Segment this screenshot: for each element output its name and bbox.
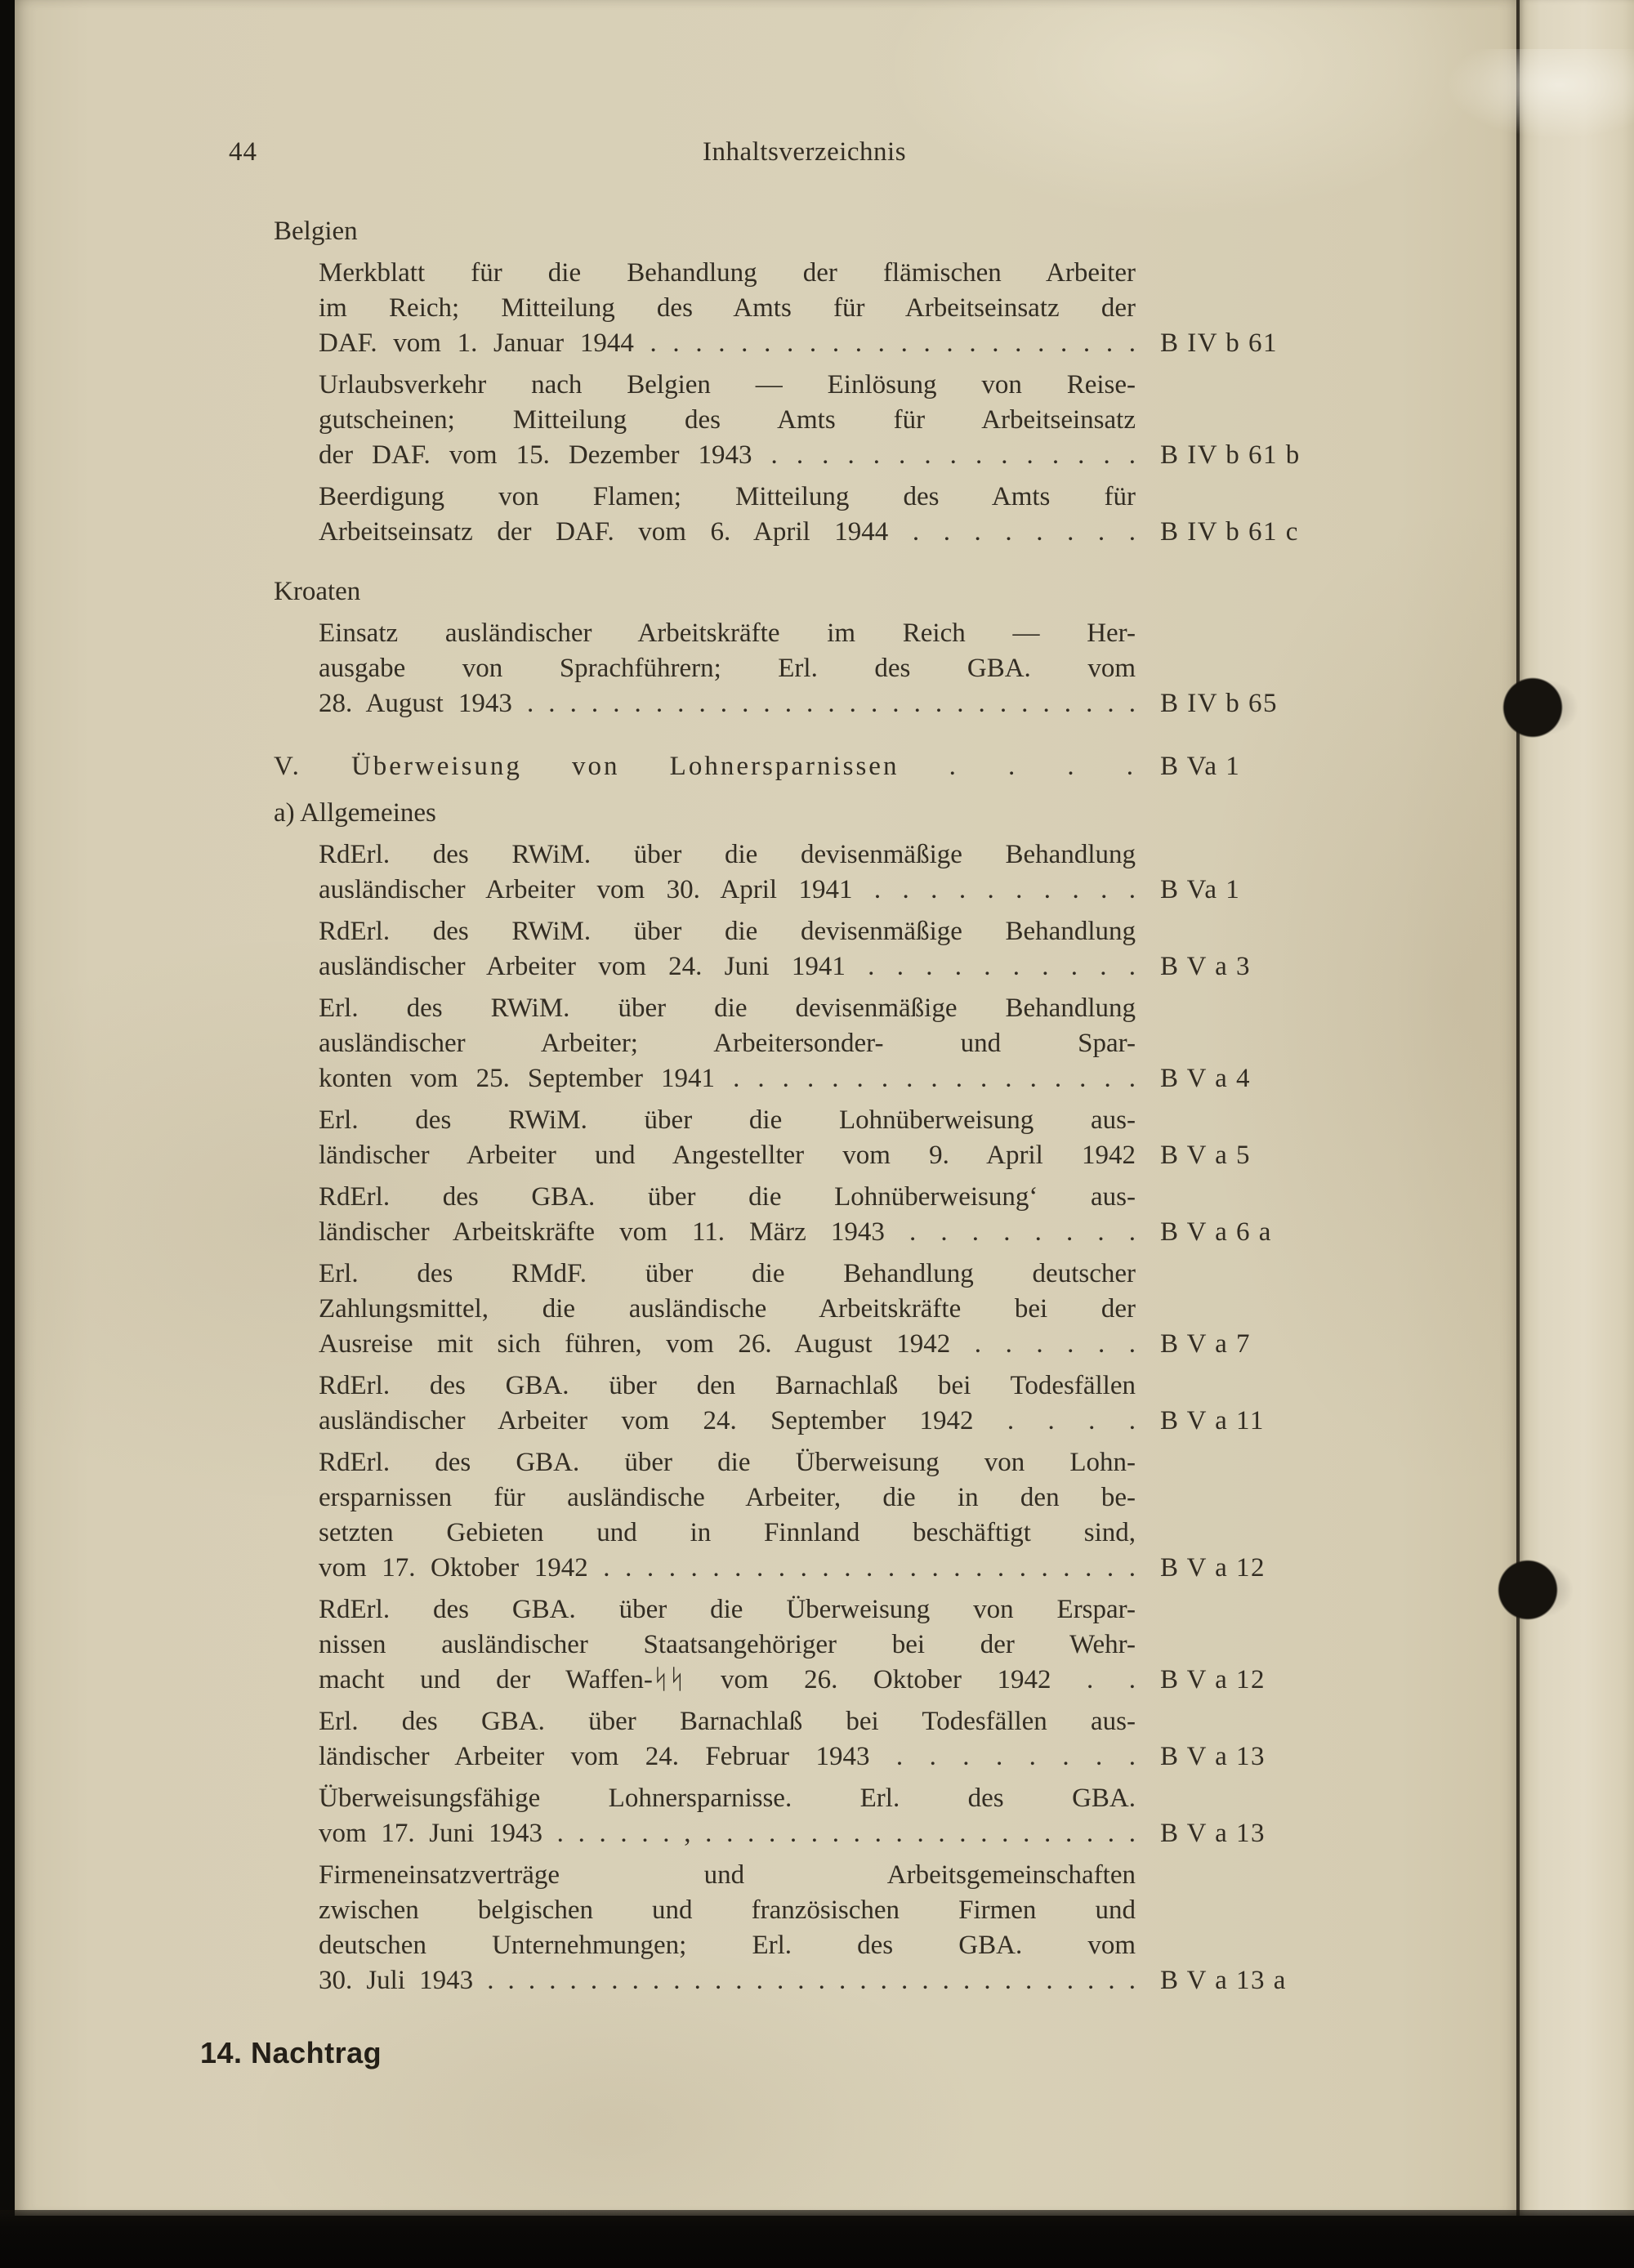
entry-line: RdErl. des RWiM. über die devisenmäßige Behandlung — [319, 917, 1136, 946]
toc-entry — [319, 1445, 1352, 1586]
entry-text — [319, 991, 1136, 1096]
entry-code: B V a 13 — [1160, 1742, 1266, 1771]
page — [15, 0, 1516, 2216]
entry-line: im Reich; Mitteilung des Amts für Arbeitseinsatz der — [319, 293, 1136, 323]
toc-entry — [319, 1858, 1352, 1998]
entry-line: ausländischer Arbeiter vom 30. April 1941 . . . . . . . . . . — [319, 875, 1136, 904]
toc-entry — [319, 1704, 1352, 1775]
toc — [274, 214, 1352, 1998]
entry-text — [319, 914, 1136, 984]
scan-bottom-edge — [0, 2210, 1634, 2268]
entry-line: setzten Gebieten und in Finnland beschäftigt sind, — [319, 1518, 1136, 1547]
toc-entry — [319, 914, 1352, 984]
entry-line: Arbeitseinsatz der DAF. vom 6. April 1944 . . . . . . . . — [319, 517, 1136, 547]
entry-line: vom 17. Oktober 1942 . . . . . . . . . . . . . . . . . . . . . . . . . — [319, 1553, 1136, 1583]
entry-line: RdErl. des RWiM. über die devisenmäßige Behandlung — [319, 840, 1136, 869]
entry-line: ausländischer Arbeiter vom 24. September 1942 . . . . — [319, 1406, 1136, 1435]
entry-code: B V a 7 — [1160, 1329, 1252, 1359]
hole-punch-bottom — [1485, 1551, 1580, 1629]
entry-line: Urlaubsverkehr nach Belgien — Einlösung von Reise- — [319, 370, 1136, 400]
section-heading: Belgien — [274, 217, 358, 246]
entry-line: der DAF. vom 15. Dezember 1943 . . . . . . . . . . . . . . . — [319, 440, 1136, 470]
toc-entry — [319, 256, 1352, 361]
toc-entry — [319, 1257, 1352, 1362]
entry-line: zwischen belgischen und französischen Firmen und — [319, 1895, 1136, 1925]
entry-line: Erl. des RMdF. über die Behandlung deutscher — [319, 1259, 1136, 1288]
toc-entry — [319, 991, 1352, 1096]
entry-text — [319, 1781, 1136, 1851]
entry-line: Beerdigung von Flamen; Mitteilung des Amts für — [319, 482, 1136, 511]
entry-line: RdErl. des GBA. über die Überweisung von Erspar- — [319, 1595, 1136, 1624]
entry-code: B V a 13 — [1160, 1819, 1266, 1848]
entry-line: ländischer Arbeitskräfte vom 11. März 1943 . . . . . . . . — [319, 1217, 1136, 1247]
entry-code: B Va 1 — [1160, 875, 1241, 904]
entry-text — [319, 256, 1136, 361]
entry-line: 30. Juli 1943 . . . . . . . . . . . . . . . . . . . . . . . . . . . . . . . . — [319, 1966, 1136, 1995]
toc-entry — [319, 480, 1352, 550]
entry-code: B Va 1 — [1160, 752, 1241, 781]
toc-entry — [274, 749, 1352, 784]
entry-line: nissen ausländischer Staatsangehöriger bei der Wehr- — [319, 1630, 1136, 1659]
toc-entry — [319, 368, 1352, 473]
entry-text — [319, 368, 1136, 473]
page-header-title: Inhaltsverzeichnis — [703, 137, 907, 167]
entry-code: B IV b 61 c — [1160, 517, 1299, 547]
entry-line: konten vom 25. September 1941 . . . . . . . . . . . . . . . . . — [319, 1064, 1136, 1093]
toc-entry — [319, 1592, 1352, 1698]
entry-code: B V a 5 — [1160, 1141, 1252, 1170]
entry-line: Erl. des GBA. über Barnachlaß bei Todesfällen aus- — [319, 1707, 1136, 1736]
entry-code: B V a 11 — [1160, 1406, 1265, 1435]
hole-punch-top — [1490, 668, 1585, 747]
entry-line: RdErl. des GBA. über die Lohnüberweisung‘ aus- — [319, 1182, 1136, 1212]
entry-text — [319, 1180, 1136, 1250]
entry-line: gutscheinen; Mitteilung des Amts für Arbeitseinsatz — [319, 405, 1136, 435]
entry-text — [319, 1858, 1136, 1998]
entry-line: RdErl. des GBA. über die Überweisung von Lohn- — [319, 1448, 1136, 1477]
entry-text — [319, 1257, 1136, 1362]
entry-line: deutschen Unternehmungen; Erl. des GBA. vom — [319, 1931, 1136, 1960]
entry-text — [319, 1368, 1136, 1439]
section-heading: a) Allgemeines — [274, 798, 436, 828]
entry-text — [319, 1704, 1136, 1775]
toc-entry — [319, 1781, 1352, 1851]
entry-code: B V a 12 — [1160, 1553, 1266, 1583]
entry-line: vom 17. Juni 1943 . . . . . . , . . . . . . . . . . . . . . . . . . . . . — [319, 1819, 1136, 1848]
entry-line: V. Überweisung von Lohnersparnissen . . . . — [274, 752, 1136, 781]
entry-line: DAF. vom 1. Januar 1944 . . . . . . . . . . . . . . . . . . . . . . — [319, 328, 1136, 358]
entry-code: B IV b 61 — [1160, 328, 1278, 358]
entry-code: B IV b 61 b — [1160, 440, 1301, 470]
toc-entry — [319, 1368, 1352, 1439]
entry-line: 28. August 1943 . . . . . . . . . . . . . . . . . . . . . . . . . . . . . — [319, 689, 1136, 718]
entry-line: Zahlungsmittel, die ausländische Arbeitskräfte bei der — [319, 1294, 1136, 1324]
entry-line: macht und der Waffen-ᛋᛋ vom 26. Oktober 1942 . . — [319, 1665, 1136, 1694]
entry-line: Merkblatt für die Behandlung der flämischen Arbeiter — [319, 258, 1136, 288]
entry-text — [274, 749, 1136, 784]
toc-entry — [319, 1180, 1352, 1250]
entry-line: Überweisungsfähige Lohnersparnisse. Erl. des GBA. — [319, 1784, 1136, 1813]
entry-text — [319, 1445, 1136, 1586]
toc-entry — [319, 1103, 1352, 1173]
entry-code: B V a 6 a — [1160, 1217, 1272, 1247]
entry-line: ländischer Arbeiter vom 24. Februar 1943 . . . . . . . . — [319, 1742, 1136, 1771]
entry-code: B V a 3 — [1160, 952, 1252, 981]
entry-line: Ausreise mit sich führen, vom 26. August 1942 . . . . . . — [319, 1329, 1136, 1359]
entry-line: ausländischer Arbeiter vom 24. Juni 1941 . . . . . . . . . . — [319, 952, 1136, 981]
entry-line: ländischer Arbeiter und Angestellter vom 9. April 1942 — [319, 1141, 1136, 1170]
entry-code: B V a 4 — [1160, 1064, 1252, 1093]
entry-text — [319, 480, 1136, 550]
page-number: 44 — [229, 137, 257, 167]
toc-entry — [319, 616, 1352, 721]
entry-text — [319, 1592, 1136, 1698]
entry-code: B IV b 65 — [1160, 689, 1278, 718]
entry-text — [319, 616, 1136, 721]
entry-text — [319, 837, 1136, 908]
entry-line: ausgabe von Sprachführern; Erl. des GBA. vom — [319, 654, 1136, 683]
entry-line: Einsatz ausländischer Arbeitskräfte im Reich — Her- — [319, 618, 1136, 648]
entry-line: Firmeneinsatzverträge und Arbeitsgemeinschaften — [319, 1860, 1136, 1890]
entry-code: B V a 12 — [1160, 1665, 1266, 1694]
entry-line: ausländischer Arbeiter; Arbeitersonder- und Spar- — [319, 1029, 1136, 1058]
entry-text — [319, 1103, 1136, 1173]
next-page-edge — [1516, 0, 1634, 2216]
entry-line: Erl. des RWiM. über die devisenmäßige Behandlung — [319, 993, 1136, 1023]
section-heading: Kroaten — [274, 577, 361, 606]
footer-label: 14. Nachtrag — [200, 2036, 382, 2069]
toc-entry — [319, 837, 1352, 908]
entry-code: B V a 13 a — [1160, 1966, 1287, 1995]
entry-line: ersparnissen für ausländische Arbeiter, die in den be- — [319, 1483, 1136, 1512]
entry-line: RdErl. des GBA. über den Barnachlaß bei Todesfällen — [319, 1371, 1136, 1400]
entry-line: Erl. des RWiM. über die Lohnüberweisung aus- — [319, 1105, 1136, 1135]
